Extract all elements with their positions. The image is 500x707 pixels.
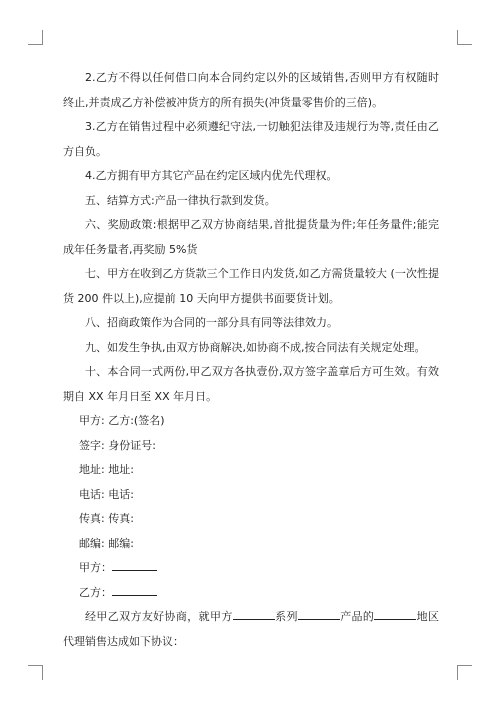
party-a-blank[interactable] — [112, 557, 157, 571]
incentive-policy-paragraph: 六、奖励政策:根据甲乙双方协商结果,首批提货量为件;年任务量件;能完成年任务量者,再奖励 5%货 — [63, 218, 439, 256]
product-blank-field[interactable] — [374, 606, 416, 620]
phone-line: 电话: 电话: — [79, 487, 134, 501]
closing-part-1: 经甲乙双方友好协商，就甲方 — [85, 610, 233, 623]
party-b-label: 乙方： — [79, 585, 112, 599]
closing-part-2: 系列 — [274, 610, 298, 623]
clause-3-paragraph: 3.乙方在销售过程中必须遵纪守法,一切触犯法律及违规行为等,责任由乙方自负。 — [63, 120, 439, 158]
crop-mark-bottom-left — [28, 665, 43, 680]
party-a-signature-line — [63, 556, 439, 581]
closing-part-4: 地区代理销售达成如下协议： — [63, 610, 440, 648]
clause-4-paragraph: 4.乙方拥有甲方其它产品在约定区域内优先代理权。 — [85, 169, 338, 182]
party-a-blank-field[interactable] — [233, 606, 275, 620]
closing-part-3: 产品的 — [339, 610, 375, 623]
settlement-paragraph: 五、结算方式:产品一律执行款到发货。 — [85, 193, 276, 207]
party-b-signature-line — [63, 581, 439, 606]
party-b-blank[interactable] — [112, 582, 157, 596]
address-line: 地址: 地址: — [79, 463, 134, 476]
crop-mark-top-left — [28, 30, 43, 45]
dispute-paragraph: 九、如发生争执,由双方协商解决,如协商不成,按合同法有关规定处理。 — [85, 340, 426, 354]
signature-id-line: 签字: 身份证号: — [79, 438, 156, 452]
signature-party-line: 甲方: 乙方:(签名) — [79, 414, 165, 427]
fax-line: 传真: 传真: — [79, 512, 134, 525]
investment-policy-paragraph: 八、招商政策作为合同的一部分具有同等法律效力。 — [85, 316, 338, 329]
closing-paragraph — [63, 605, 439, 654]
series-blank-field[interactable] — [298, 606, 340, 620]
crop-mark-top-right — [457, 30, 472, 45]
clause-2-paragraph: 2.乙方不得以任何借口向本合同约定以外的区域销售,否则甲方有权随时终止,并责成乙方补偿被冲货方的所有损失(冲货量零售价的三倍)。 — [63, 71, 439, 109]
delivery-paragraph: 七、甲方在收到乙方货款三个工作日内发货,如乙方需货量较大 (一次性提货 200 件以上),应提前 10 天向甲方提供书面要货计划。 — [63, 267, 439, 305]
document-page — [63, 66, 439, 654]
postcode-line: 邮编: 邮编: — [79, 536, 134, 550]
party-a-label: 甲方： — [79, 561, 112, 574]
crop-mark-bottom-right — [457, 665, 472, 680]
validity-paragraph: 十、本合同一式两份,甲乙双方各执壹份,双方签字盖章后方可生效。有效期自 XX 年月日至 XX 年月日。 — [63, 365, 439, 403]
